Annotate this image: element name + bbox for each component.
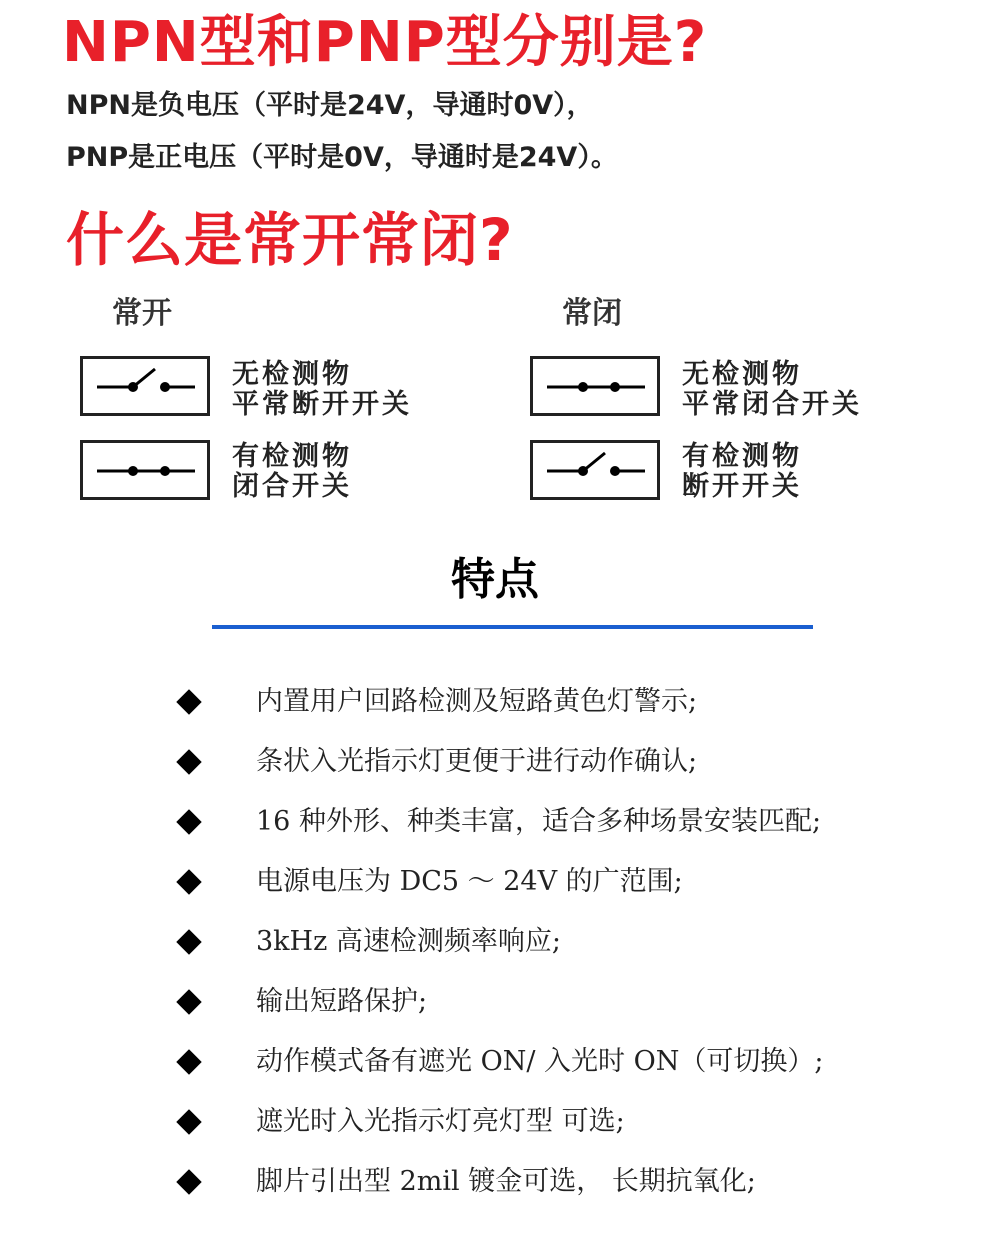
no-row2-caption-line2: 闭合开关 — [232, 471, 352, 502]
open-switch-icon — [533, 443, 657, 497]
diamond-bullet-icon — [176, 989, 201, 1014]
nc-row2-caption — [682, 442, 802, 502]
closed-switch-icon — [533, 359, 657, 413]
npn-description: NPN是负电压（平时是24V，导通时0V）， — [66, 90, 594, 121]
diamond-bullet-icon — [176, 869, 201, 894]
nc-row1-caption-line1: 无检测物 — [682, 359, 802, 390]
no-row1-caption — [232, 360, 412, 420]
open-switch-symbol — [80, 356, 210, 416]
diamond-bullet-icon — [176, 749, 201, 774]
diamond-bullet-icon — [176, 689, 201, 714]
diamond-bullet-icon — [176, 1049, 201, 1074]
features-title: 特点 — [451, 554, 539, 605]
nc-row1-caption — [682, 360, 862, 420]
nc-row1-caption-line2: 平常闭合开关 — [682, 389, 862, 420]
no-row1-caption-line2: 平常断开开关 — [232, 389, 412, 420]
no-row1-caption-line1: 无检测物 — [232, 359, 352, 390]
diamond-bullet-icon — [176, 929, 201, 954]
npn-pnp-title: NPN型和PNP型分别是? — [62, 10, 708, 75]
closed-switch-icon — [83, 443, 207, 497]
closed-switch-symbol — [80, 440, 210, 500]
nc-row2-caption-line2: 断开开关 — [682, 471, 802, 502]
diamond-bullet-icon — [176, 1169, 201, 1194]
open-switch-symbol — [530, 440, 660, 500]
normally-closed-label: 常闭 — [562, 296, 622, 331]
normally-open-label: 常开 — [112, 296, 172, 331]
feature-text: 条状入光指示灯更便于进行动作确认; — [256, 746, 698, 777]
feature-text: 16 种外形、种类丰富，适合多种场景安装匹配; — [256, 806, 822, 837]
nc-row2-caption-line1: 有检测物 — [682, 441, 802, 472]
feature-text: 3kHz 高速检测频率响应; — [256, 926, 561, 957]
diamond-bullet-icon — [176, 1109, 201, 1134]
no-row2-caption — [232, 442, 352, 502]
open-switch-icon — [83, 359, 207, 413]
no-row2-caption-line1: 有检测物 — [232, 441, 352, 472]
closed-switch-symbol — [530, 356, 660, 416]
no-nc-title: 什么是常开常闭? — [66, 206, 514, 274]
pnp-description: PNP是正电压（平时是0V，导通时是24V）。 — [66, 142, 618, 173]
feature-text: 脚片引出型 2mil 镀金可选， 长期抗氧化; — [256, 1166, 756, 1197]
feature-text: 内置用户回路检测及短路黄色灯警示; — [256, 686, 698, 717]
feature-text: 动作模式备有遮光 ON/ 入光时 ON（可切换）; — [256, 1046, 824, 1077]
feature-text: 遮光时入光指示灯亮灯型 可选; — [256, 1106, 625, 1137]
features-divider — [212, 625, 813, 629]
feature-text: 电源电压为 DC5 ～ 24V 的广范围; — [256, 866, 683, 897]
feature-text: 输出短路保护; — [256, 986, 428, 1017]
diamond-bullet-icon — [176, 809, 201, 834]
